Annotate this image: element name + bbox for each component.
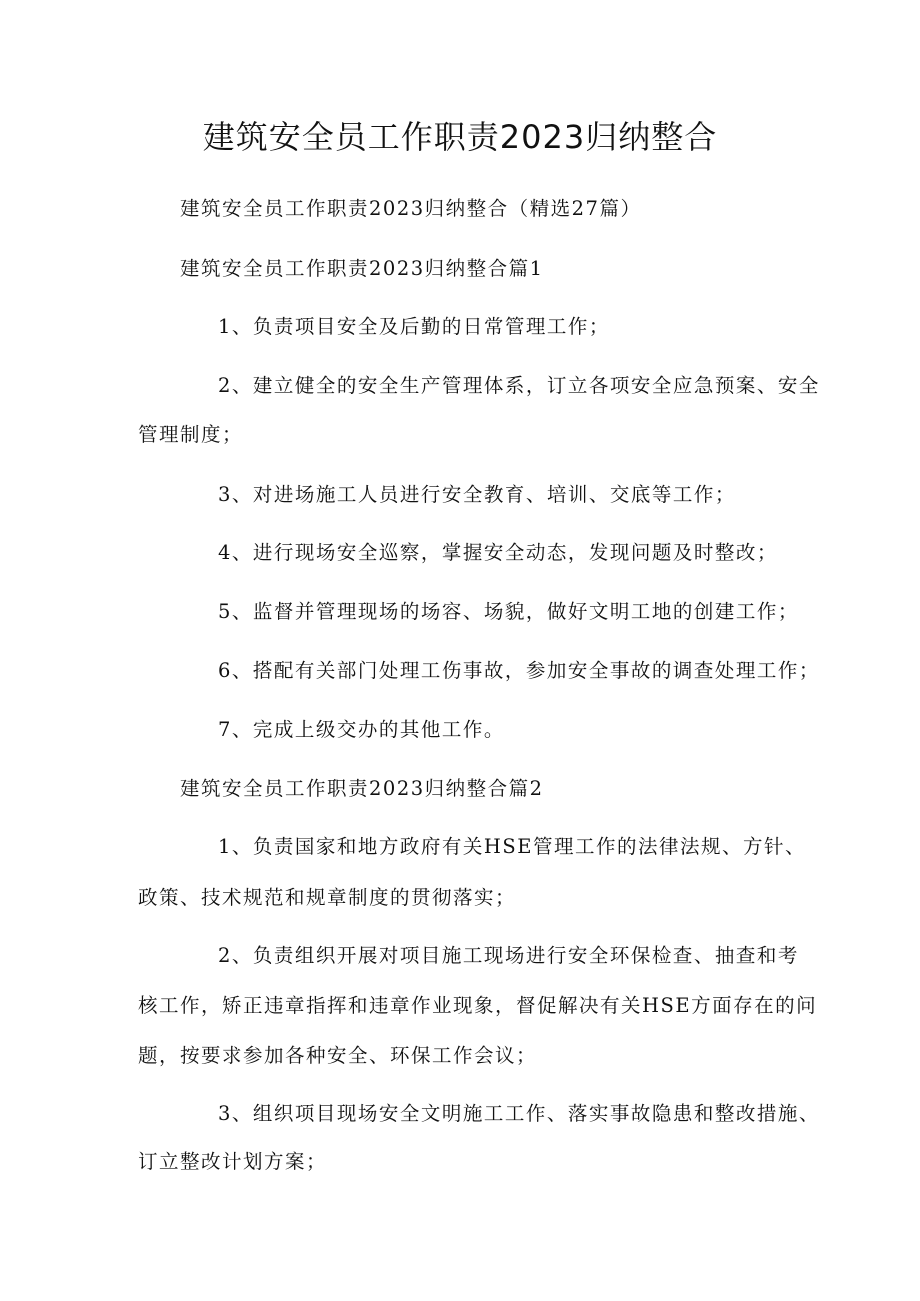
paragraph-line: 管理制度； <box>138 423 244 446</box>
paragraph-line: 2、负责组织开展对项目施工现场进行安全环保检查、抽查和考 <box>218 944 799 967</box>
paragraph-line: 核工作，矫正违章指挥和违章作业现象，督促解决有关HSE方面存在的问 <box>138 994 818 1017</box>
paragraph-line: 2、建立健全的安全生产管理体系，订立各项安全应急预案、安全 <box>218 374 820 397</box>
paragraph-line: 题，按要求参加各种安全、环保工作会议； <box>138 1044 538 1067</box>
paragraph-line: 政策、技术规范和规章制度的贯彻落实； <box>138 886 517 909</box>
paragraph-line: 订立整改计划方案； <box>138 1150 328 1173</box>
paragraph-line: 5、监督并管理现场的场容、场貌，做好文明工地的创建工作； <box>218 600 799 623</box>
paragraph-line: 7、完成上级交办的其他工作。 <box>218 718 505 741</box>
document-title: 建筑安全员工作职责2023归纳整合 <box>202 118 718 156</box>
paragraph-line: 6、搭配有关部门处理工伤事故，参加安全事故的调查处理工作； <box>218 659 820 682</box>
paragraph-line: 3、组织项目现场安全文明施工工作、落实事故隐患和整改措施、 <box>218 1102 820 1125</box>
paragraph-line: 1、负责项目安全及后勤的日常管理工作； <box>218 315 610 338</box>
section-heading-2: 建筑安全员工作职责2023归纳整合篇2 <box>180 777 544 800</box>
document-subtitle: 建筑安全员工作职责2023归纳整合（精选27篇） <box>180 197 642 220</box>
paragraph-line: 3、对进场施工人员进行安全教育、培训、交底等工作； <box>218 483 736 506</box>
section-heading-1: 建筑安全员工作职责2023归纳整合篇1 <box>180 257 544 280</box>
paragraph-line: 1、负责国家和地方政府有关HSE管理工作的法律法规、方针、 <box>218 835 807 858</box>
paragraph-line: 4、进行现场安全巡察，掌握安全动态，发现问题及时整改； <box>218 541 778 564</box>
